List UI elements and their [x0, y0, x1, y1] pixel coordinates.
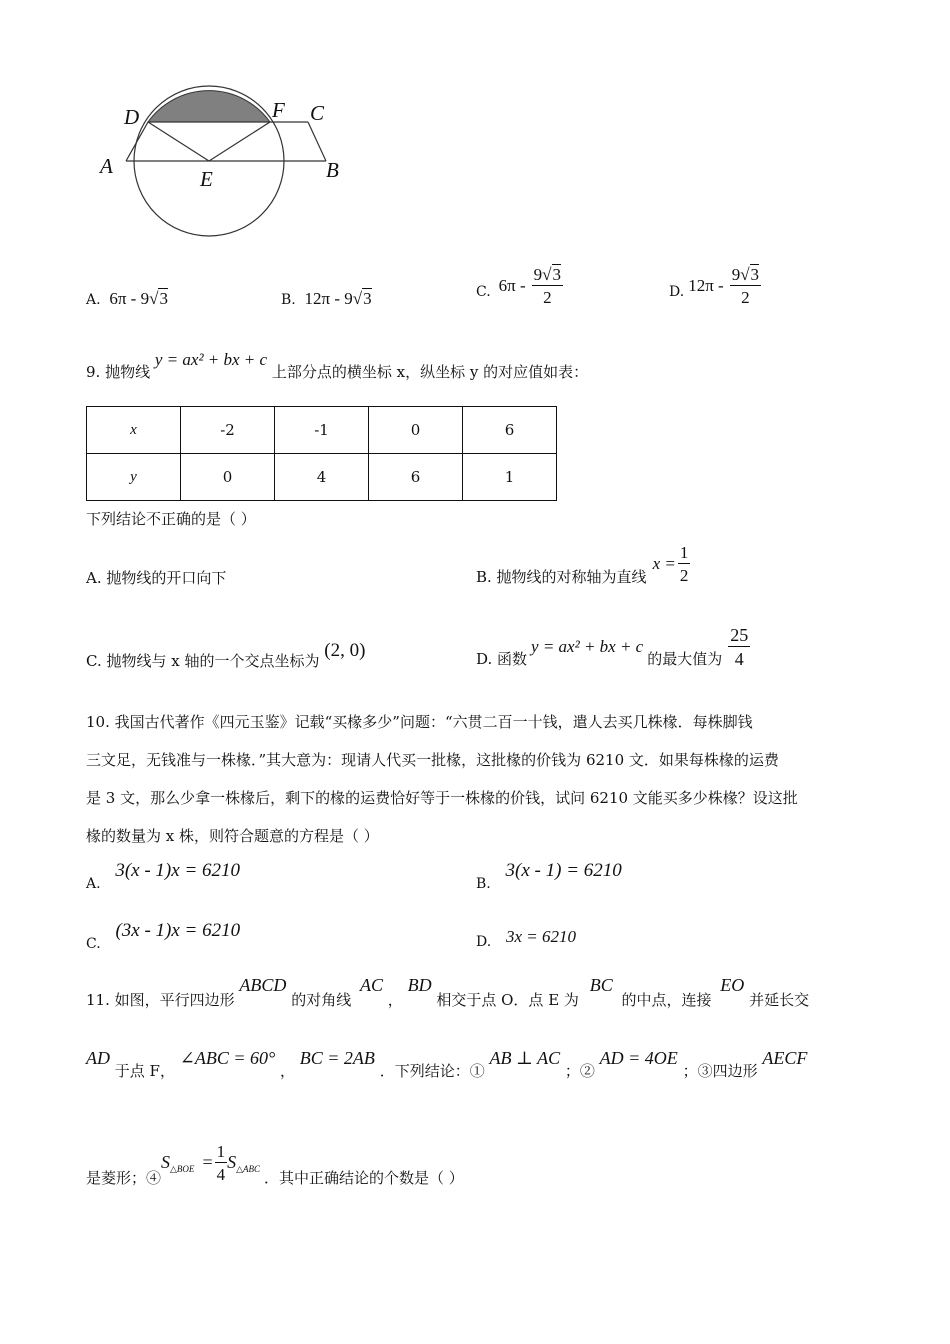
option-text: D. 函数 [476, 650, 528, 668]
equation: 3x = 6210 [505, 927, 576, 946]
q11-s-boe: S [161, 1152, 171, 1172]
q11-ad: AD [86, 1048, 110, 1068]
value-table [86, 406, 557, 501]
expression: 6π - 9 [109, 289, 150, 308]
q11-text: 11. 如图，平行四边形 [86, 991, 235, 1009]
label-F: F [272, 98, 285, 122]
option-label: A. [86, 292, 101, 308]
q11-line3 [86, 1137, 464, 1188]
table-cell: 4 [275, 454, 369, 501]
q9-prefix: 9. 抛物线 [86, 363, 151, 381]
option-label: D. [476, 934, 492, 950]
option-label: A. [86, 876, 101, 892]
equation: 3(x - 1)x = 6210 [115, 860, 241, 881]
q8-option-c[interactable] [476, 266, 563, 306]
q11-text: 相交于点 O．点 E 为 [436, 991, 579, 1009]
fraction: $\frac{9√3}{2}$ [533, 265, 562, 307]
q11-s-boe-sub: △BOE [170, 1164, 195, 1174]
fraction: $\frac{25}{4}$ [730, 624, 749, 669]
q10-stem [86, 703, 866, 855]
q11-text: 的对角线 [291, 991, 352, 1009]
table-cell: 1 [463, 454, 557, 501]
shaded-segment [148, 91, 270, 122]
q9-option-a[interactable]: A. 抛物线的开口向下 [86, 569, 227, 587]
option-label: C. [86, 936, 101, 952]
segment-ef [209, 122, 270, 161]
q10-option-c[interactable] [86, 920, 240, 952]
table-cell: -1 [275, 407, 369, 454]
q11-text: 的中点，连接 [621, 991, 712, 1009]
q11-bc-2ab: BC = 2AB [299, 1048, 375, 1068]
label-C: C [310, 101, 325, 125]
equation: 3(x - 1) = 6210 [505, 860, 622, 881]
fraction: $\frac{9√3}{2}$ [731, 265, 760, 307]
table-cell: 6 [463, 407, 557, 454]
q11-text: ．其中正确结论的个数是（ ） [264, 1169, 464, 1187]
q9-option-d[interactable] [476, 624, 750, 669]
q11-ac: AC [359, 975, 383, 995]
q11-text: ， [387, 991, 403, 1009]
q8-option-b[interactable]: B. 12π - 9√3 [281, 289, 372, 308]
option-label: B. [476, 876, 491, 892]
q11-text: 是菱形；④ [86, 1169, 162, 1187]
option-text: B. 抛物线的对称轴为直线 [476, 568, 647, 586]
q11-line2 [86, 1048, 807, 1081]
radicand: 3 [159, 289, 168, 308]
row-header-x: x [87, 407, 181, 454]
q11-s-abc: S [227, 1152, 237, 1172]
segment-cb [308, 122, 326, 161]
fraction: $\frac{1}{4}$ [216, 1141, 226, 1184]
q10-line: 椽的数量为 x 株，则符合题意的方程是（ ） [86, 827, 379, 845]
q9-equation: y = ax² + bx + c [154, 350, 268, 369]
q11-bc: BC [589, 975, 613, 995]
option-label: B. [281, 292, 296, 308]
q11-text: ．下列结论：① [379, 1062, 485, 1080]
q11-angle: ∠ABC = 60° [179, 1048, 276, 1068]
fraction: $\frac{1}{2}$ [679, 542, 689, 585]
table-row [87, 407, 557, 454]
label-A: A [100, 154, 113, 178]
label-D: D [124, 105, 140, 129]
q10-line: 是 3 文，那么少拿一株椽后，剩下的椽的运费恰好等于一株椽的价钱，试问 6210 文能买多少株椽？设这批 [86, 789, 798, 807]
expression: 6π - [498, 276, 526, 295]
q11-s-abc-sub: △ABC [236, 1164, 261, 1174]
q10-option-b[interactable] [476, 860, 622, 892]
q10-option-a[interactable] [86, 860, 240, 892]
option-text: C. 抛物线与 x 轴的一个交点坐标为 [86, 652, 320, 670]
q11-conclusion-2: AD = 4OE [599, 1048, 678, 1068]
expression: 12π - 9 [304, 289, 353, 308]
table-row [87, 454, 557, 501]
q11-text: ；② [564, 1062, 595, 1080]
q8-option-a[interactable]: A. 6π - 9√3 [86, 289, 168, 308]
point: (2, 0) [324, 640, 366, 661]
q11-text: 并延长交 [749, 991, 810, 1009]
q11-line1 [86, 975, 809, 1010]
label-B: B [326, 158, 339, 182]
segment-ed [148, 122, 209, 161]
table-cell: 0 [369, 407, 463, 454]
radicand: 3 [363, 289, 372, 308]
q9-suffix: 上部分点的横坐标 x，纵坐标 y 的对应值如表： [271, 363, 589, 381]
q11-aecf: AECF [762, 1048, 808, 1068]
q8-option-d[interactable] [669, 266, 761, 306]
q9-option-c[interactable] [86, 640, 365, 671]
expression: 12π - [688, 276, 724, 295]
label-E: E [200, 167, 213, 191]
option-label: D. [669, 284, 685, 300]
q11-text: ， [279, 1062, 295, 1080]
q10-line: 三文足，无钱准与一株椽．”其大意为：现请人代买一批椽，这批椽的价钱为 6210 文．如果每株椽的运费 [86, 751, 779, 769]
axis-variable: x = [652, 553, 676, 573]
q10-option-d[interactable] [476, 927, 576, 950]
q11-eo: EO [720, 975, 745, 995]
q11-eq: = [202, 1152, 213, 1172]
q10-line: 10. 我国古代著作《四元玉鉴》记载“买椽多少”问题：“六贯二百一十钱，遣人去买几株椽．每株脚钱 [86, 713, 753, 731]
q9-question: 下列结论不正确的是（ ） [86, 510, 256, 528]
q9-option-b[interactable] [476, 540, 690, 587]
option-text-mid: 的最大值为 [647, 650, 723, 668]
function: y = ax² + bx + c [531, 636, 644, 656]
q11-text: 于点 F， [114, 1062, 175, 1080]
q9-stem [86, 350, 588, 382]
geometry-figure [90, 80, 360, 250]
q11-text: ；③四边形 [682, 1062, 758, 1080]
q11-conclusion-1: AB ⊥ AC [489, 1048, 561, 1068]
q11-bd: BD [407, 975, 432, 995]
table-cell: -2 [181, 407, 275, 454]
row-header-y: y [87, 454, 181, 501]
equation: (3x - 1)x = 6210 [115, 920, 241, 941]
table-cell: 0 [181, 454, 275, 501]
table-cell: 6 [369, 454, 463, 501]
option-label: C. [476, 284, 491, 300]
q11-abcd: ABCD [239, 975, 287, 995]
